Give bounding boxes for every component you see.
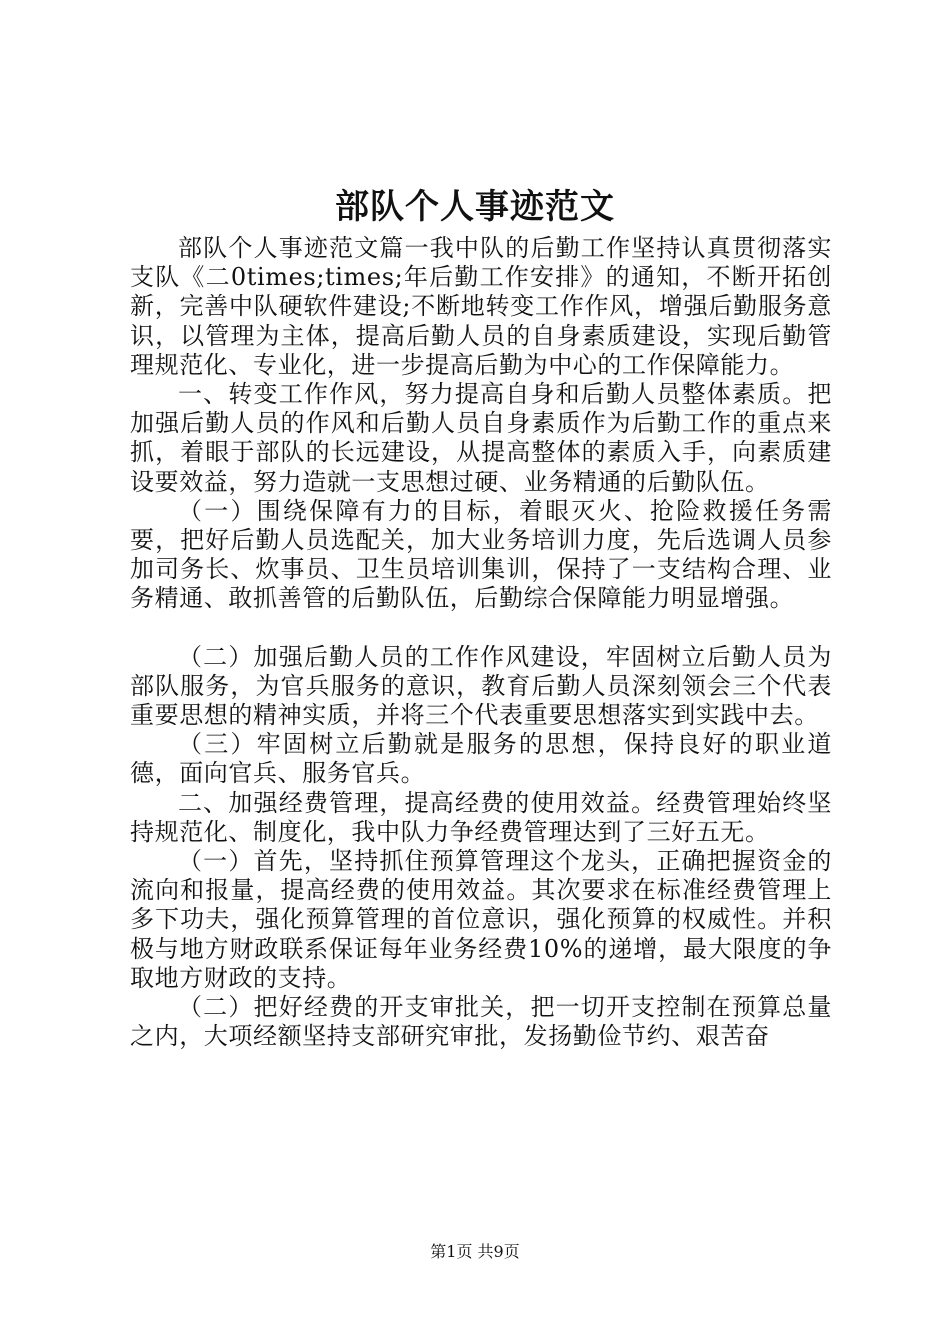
paragraph-section-1: 一、转变工作作风，努力提高自身和后勤人员整体素质。把加强后勤人员的作风和后勤人员自身素质作为后勤工作的重点来抓，着眼于部队的长远建设，从提高整体的素质入手，向素质建设要效益，努力造就一支思想过硬、业务精通的后勤队伍。 [130,380,832,496]
page-number-footer: 第1页 共9页 [430,1242,520,1261]
paragraph-section-1-item-2: （二）加强后勤人员的工作作风建设，牢固树立后勤人员为部队服务，为官兵服务的意识，教育后勤人员深刻领会三个代表重要思想的精神实质，并将三个代表重要思想落实到实践中去。 [130,642,832,730]
paragraph-section-2-item-2: （二）把好经费的开支审批关，把一切开支控制在预算总量之内，大项经额坚持支部研究审批，发扬勤俭节约、艰苦奋 [130,993,832,1051]
paragraph-section-2: 二、加强经费管理，提高经费的使用效益。经费管理始终坚持规范化、制度化，我中队力争经费管理达到了三好五无。 [130,788,832,846]
document-title: 部队个人事迹范文 [335,187,615,227]
paragraph-section-1-item-3: （三）牢固树立后勤就是服务的思想，保持良好的职业道德，面向官兵、服务官兵。 [130,730,832,788]
paragraph-intro: 部队个人事迹范文篇一我中队的后勤工作坚持认真贯彻落实支队《二0times;times;年后勤工作安排》的通知，不断开拓创新，完善中队硬软件建设;不断地转变工作作风，增强后勤服务意识，以管理为主体，提高后勤人员的自身素质建设，实现后勤管理规范化、专业化，进一步提高后勤为中心的工作保障能力。 [130,234,832,379]
paragraph-section-2-item-1: （一）首先，坚持抓住预算管理这个龙头，正确把握资金的流向和报量，提高经费的使用效益。其次要求在标准经费管理上多下功夫，强化预算管理的首位意识，强化预算的权威性。并积极与地方财政联系保证每年业务经费10%的递增，最大限度的争取地方财政的支持。 [130,847,832,992]
document-body [130,234,832,1051]
paragraph-section-1-item-1: （一）围绕保障有力的目标，着眼灭火、抢险救援任务需要，把好后勤人员选配关，加大业务培训力度，先后选调人员参加司务长、炊事员、卫生员培训集训，保持了一支结构合理、业务精通、敢抓善管的后勤队伍，后勤综合保障能力明显增强。 [130,496,832,613]
